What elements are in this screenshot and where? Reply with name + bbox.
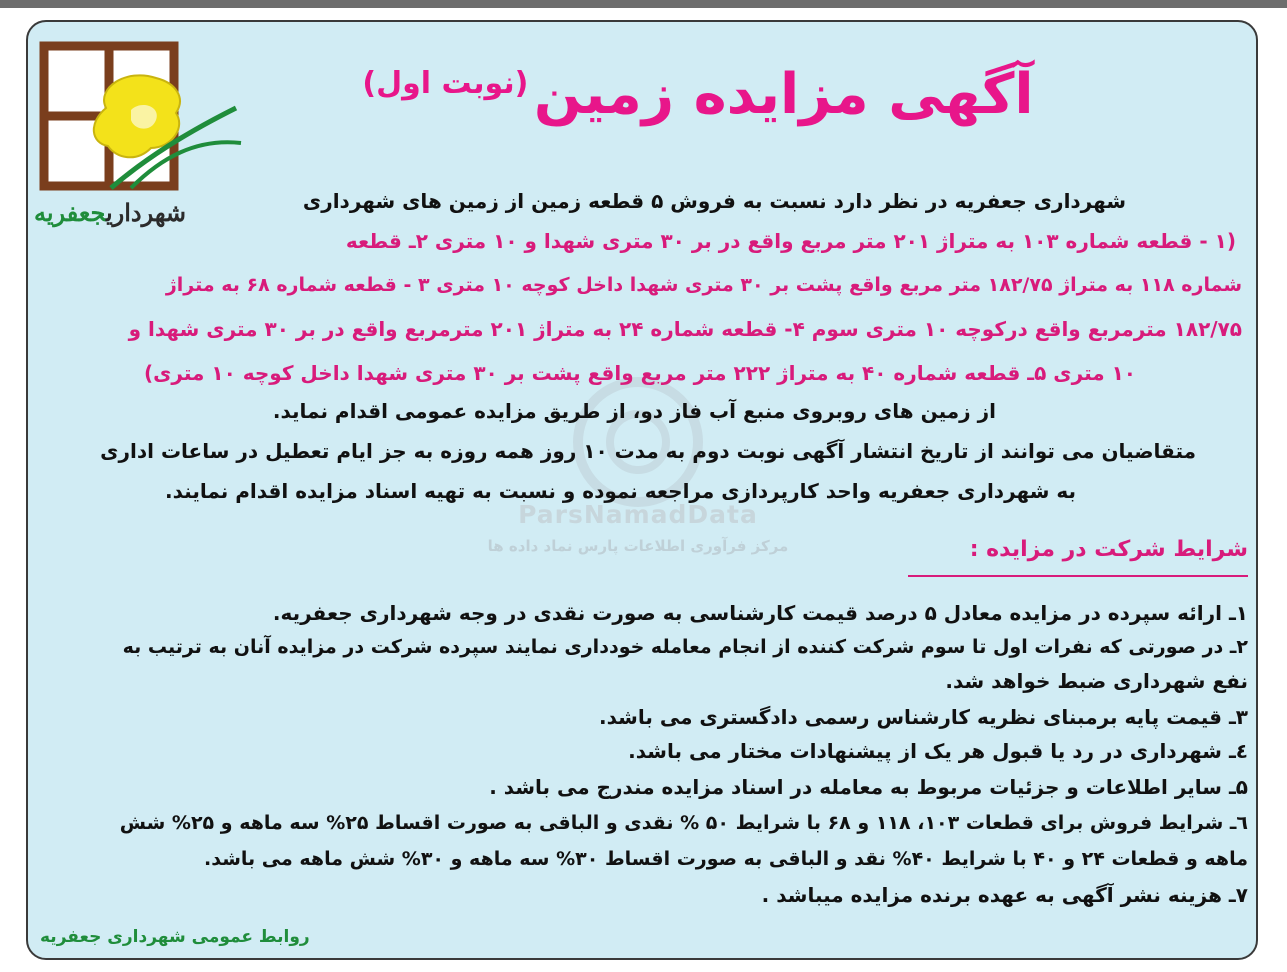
condition-line-1: ۱ـ ارائه سپرده در مزایده معادل ۵ درصد قیمت کارشناسی به صورت نقدی در وجه شهرداری جعفریه. [272, 601, 1248, 625]
applicants-line-1: متقاضیان می توانند از تاریخ انتشار آگهی نوبت دوم به مدت ۱۰ روز همه روزه به جز ایام تعطیل در ساعات اداری [100, 439, 1196, 463]
logo-label [33, 198, 186, 227]
watermark-brand: ParsNamadData [518, 500, 758, 529]
condition-line-8: ماهه و قطعات ۲۴ و ۴۰ با شرایط ۴۰% نقد و الباقی به صورت اقساط ۳۰% سه ماهه و ۳۰% شش ماهه می باشد. [204, 848, 1248, 870]
advertisement-frame [26, 20, 1258, 960]
conditions-header: شرایط شرکت در مزایده : [908, 537, 1248, 577]
footer-public-relations: روابط عمومی شهرداری جعفریه [40, 927, 310, 947]
top-bar [0, 0, 1287, 8]
page-title [328, 62, 1068, 152]
condition-line-7: ٦ـ شرایط فروش برای قطعات ۱۰۳، ۱۱۸ و ۶۸ با شرایط ۵۰ % نقدی و الباقی به صورت اقساط ۲۵% سه ماهه و ۲۵% شش [119, 812, 1248, 834]
condition-line-9: ۷ـ هزینه نشر آگهی به عهده برنده مزایده میباشد . [761, 883, 1248, 907]
title-main: آگهی مزایده زمین [533, 62, 1034, 127]
logo-label-part1: شهرداری [105, 198, 186, 227]
parcels-line-1: (۱ - قطعه شماره ۱۰۳ به متراژ ۲۰۱ متر مربع واقع در بر ۳۰ متری شهدا و ۱۰ متری ۲ـ قطعه [345, 229, 1236, 253]
condition-line-4: ۳ـ قیمت پایه برمبنای نظریه کارشناس رسمی دادگستری می باشد. [599, 705, 1248, 729]
watermark-tagline: مرکز فرآوری اطلاعات پارس نماد داده ها [487, 537, 789, 555]
applicants-line-2: به شهرداری جعفریه واحد کارپردازی مراجعه نموده و نسبت به تهیه اسناد مزایده اقدام نمایند. [165, 479, 1076, 503]
condition-line-5: ٤ـ شهرداری در رد یا قبول هر یک از پیشنهادات مختار می باشد. [628, 739, 1248, 763]
municipality-logo [33, 38, 246, 238]
parcels-line-2: شماره ۱۱۸ به متراژ ۱۸۲/۷۵ متر مربع واقع پشت بر ۳۰ متری شهدا داخل کوچه ۱۰ متری ۳ - قطعه شماره ۶۸ به متراژ [165, 274, 1242, 296]
intro-line: شهرداری جعفریه در نظر دارد نسبت به فروش ۵ قطعه زمین از زمین های شهرداری [302, 189, 1126, 213]
location-line: از زمین های روبروی منبع آب فاز دو، از طریق مزایده عمومی اقدام نماید. [272, 399, 996, 423]
condition-line-6: ۵ـ سایر اطلاعات و جزئیات مربوط به معامله در اسناد مزایده مندرج می باشد . [489, 775, 1248, 799]
condition-line-2: ۲ـ در صورتی که نفرات اول تا سوم شرکت کننده از انجام معامله خودداری نمایند سپرده شرکت در مزایده آنان به ترتیب به [122, 636, 1248, 658]
title-sub: (نوبت اول) [362, 66, 529, 101]
parcels-line-4: ۱۰ متری ۵ـ قطعه شماره ۴۰ به متراژ ۲۲۲ متر مربع واقع پشت بر ۳۰ متری شهدا داخل کوچه ۱۰ متری) [143, 361, 1136, 385]
condition-line-3: نفع شهرداری ضبط خواهد شد. [945, 669, 1248, 693]
parcels-line-3: ۱۸۲/۷۵ مترمربع واقع درکوچه ۱۰ متری سوم ۴- قطعه شماره ۲۴ به متراژ ۲۰۱ مترمربع واقع در بر ۳۰ متری شهدا و [128, 317, 1242, 341]
logo-label-part2: جعفریه [33, 198, 106, 227]
